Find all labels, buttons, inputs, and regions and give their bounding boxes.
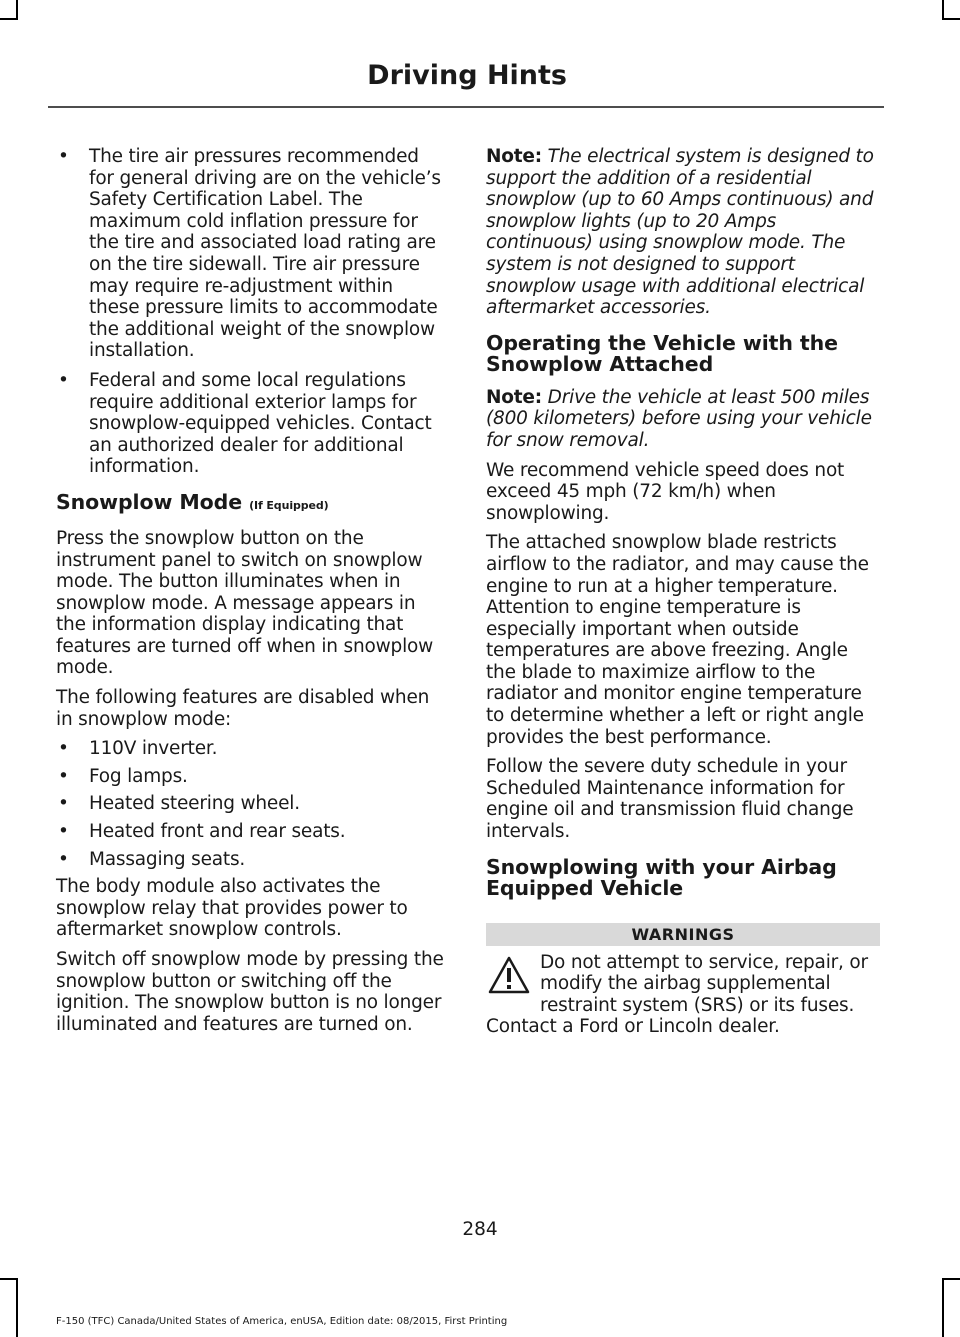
note-text: The electrical system is designed to support the addition of a residential snowplow (up to 60 Amps continuous) and snowplow lights (up to 20 Amps continuous) using snowplow mode. The system is not designed to support snowplow usage with additional electrical aftermarket accessories. — [486, 146, 874, 319]
warnings-header: WARNINGS — [486, 923, 880, 946]
paragraph: We recommend vehicle speed does not exceed 45 mph (72 km/h) when snowplowing. — [486, 459, 845, 524]
heading-text: Snowplow Mode — [56, 489, 243, 514]
crop-mark — [0, 1278, 18, 1280]
warning-triangle-icon — [488, 956, 530, 994]
paragraph: The body module also activates the snowplow relay that provides power to aftermarket snowplow controls. — [56, 876, 408, 941]
list-item — [56, 793, 448, 815]
section-heading-snowplow-mode — [56, 489, 448, 516]
footer-edition: F-150 (TFC) Canada/United States of America, enUSA, Edition date: 08/2015, First Printing — [56, 1316, 508, 1327]
paragraph: Switch off snowplow mode by pressing the snowplow button or switching off the ignition. The snowplow button is no longer illuminated and features are turned on. — [56, 949, 444, 1035]
warning-text: Do not attempt to service, repair, or — [540, 951, 868, 973]
note-text: Drive the vehicle at least 500 miles (800 kilometers) before using your vehicle for snow removal. — [486, 386, 872, 451]
bullet-text: Massaging seats. — [89, 848, 246, 870]
left-column — [56, 146, 448, 1043]
list-item — [56, 849, 448, 871]
crop-mark — [16, 1278, 18, 1337]
bullet-icon: • — [58, 369, 69, 391]
note-label: Note: — [486, 386, 542, 408]
paragraph: The attached snowplow blade restricts airflow to the radiator, and may cause the engine to run at a higher temperature. Attention to engine temperature is especially important when outside temperatures are above freezing. Angle the blade to maximize airflow to the radiator and monitor engine temperature to determine whether a left or right angle provides the best performance. — [486, 532, 869, 748]
warning-box — [486, 952, 880, 1038]
paragraph: Press the snowplow button on the instrument panel to switch on snowplow mode. The button illuminates when in snowplow mode. A message appears in the information display indicating that features are turned off when in snowplow mode. — [56, 527, 434, 679]
paragraph: Follow the severe duty schedule in your Scheduled Maintenance information for engine oil and transmission fluid change intervals. — [486, 756, 854, 843]
crop-mark — [942, 1278, 944, 1337]
crop-mark — [942, 0, 944, 20]
bullet-text: Heated front and rear seats. — [89, 821, 346, 843]
crop-mark — [942, 1278, 960, 1280]
warning-text: Contact a Ford or Lincoln dealer. — [486, 1016, 780, 1038]
list-item — [56, 146, 448, 362]
note — [486, 387, 880, 452]
paragraph: The following features are disabled when in snowplow mode: — [56, 687, 430, 730]
crop-mark — [0, 18, 18, 20]
warning-text: modify the airbag supplemental — [540, 973, 831, 995]
heading-qualifier: (If Equipped) — [249, 498, 329, 512]
bullet-text: 110V inverter. — [89, 738, 218, 760]
bullet-text: Federal and some local regulations require additional exterior lamps for snowplow-equipped vehicles. Contact an authorized dealer for additional information. — [89, 369, 432, 478]
bullet-icon: • — [58, 765, 69, 787]
bullet-icon: • — [58, 848, 69, 870]
warning-text: restraint system (SRS) or its fuses. — [540, 994, 855, 1016]
bullet-icon: • — [58, 738, 69, 760]
bullet-text: Heated steering wheel. — [89, 793, 300, 815]
list-item — [56, 738, 448, 760]
right-column — [486, 146, 880, 1038]
header-divider — [48, 106, 884, 108]
section-heading-airbag: Snowplowing with your Airbag Equipped Vehicle — [486, 854, 837, 900]
crop-mark — [16, 0, 18, 20]
list-item — [56, 821, 448, 843]
section-heading-operating: Operating the Vehicle with the Snowplow Attached — [486, 330, 838, 376]
crop-mark — [942, 18, 960, 20]
note-label: Note: — [486, 146, 542, 167]
bullet-text: The tire air pressures recommended for general driving are on the vehicle’s Safety Certification Label. The maximum cold inflation pressure for the tire and associated load rating are on the tire sidewall. Tire air pressure may require re-adjustment within these pressure limits to accommodate the additional weight of the snowplow installation. — [89, 146, 441, 362]
page-title: Driving Hints — [367, 60, 567, 91]
bullet-icon: • — [58, 793, 69, 815]
bullet-icon: • — [58, 146, 69, 167]
list-item — [56, 370, 448, 478]
bullet-icon: • — [58, 821, 69, 843]
bullet-text: Fog lamps. — [89, 765, 188, 787]
list-item — [56, 766, 448, 788]
page-number: 284 — [462, 1219, 498, 1240]
note — [486, 146, 880, 319]
